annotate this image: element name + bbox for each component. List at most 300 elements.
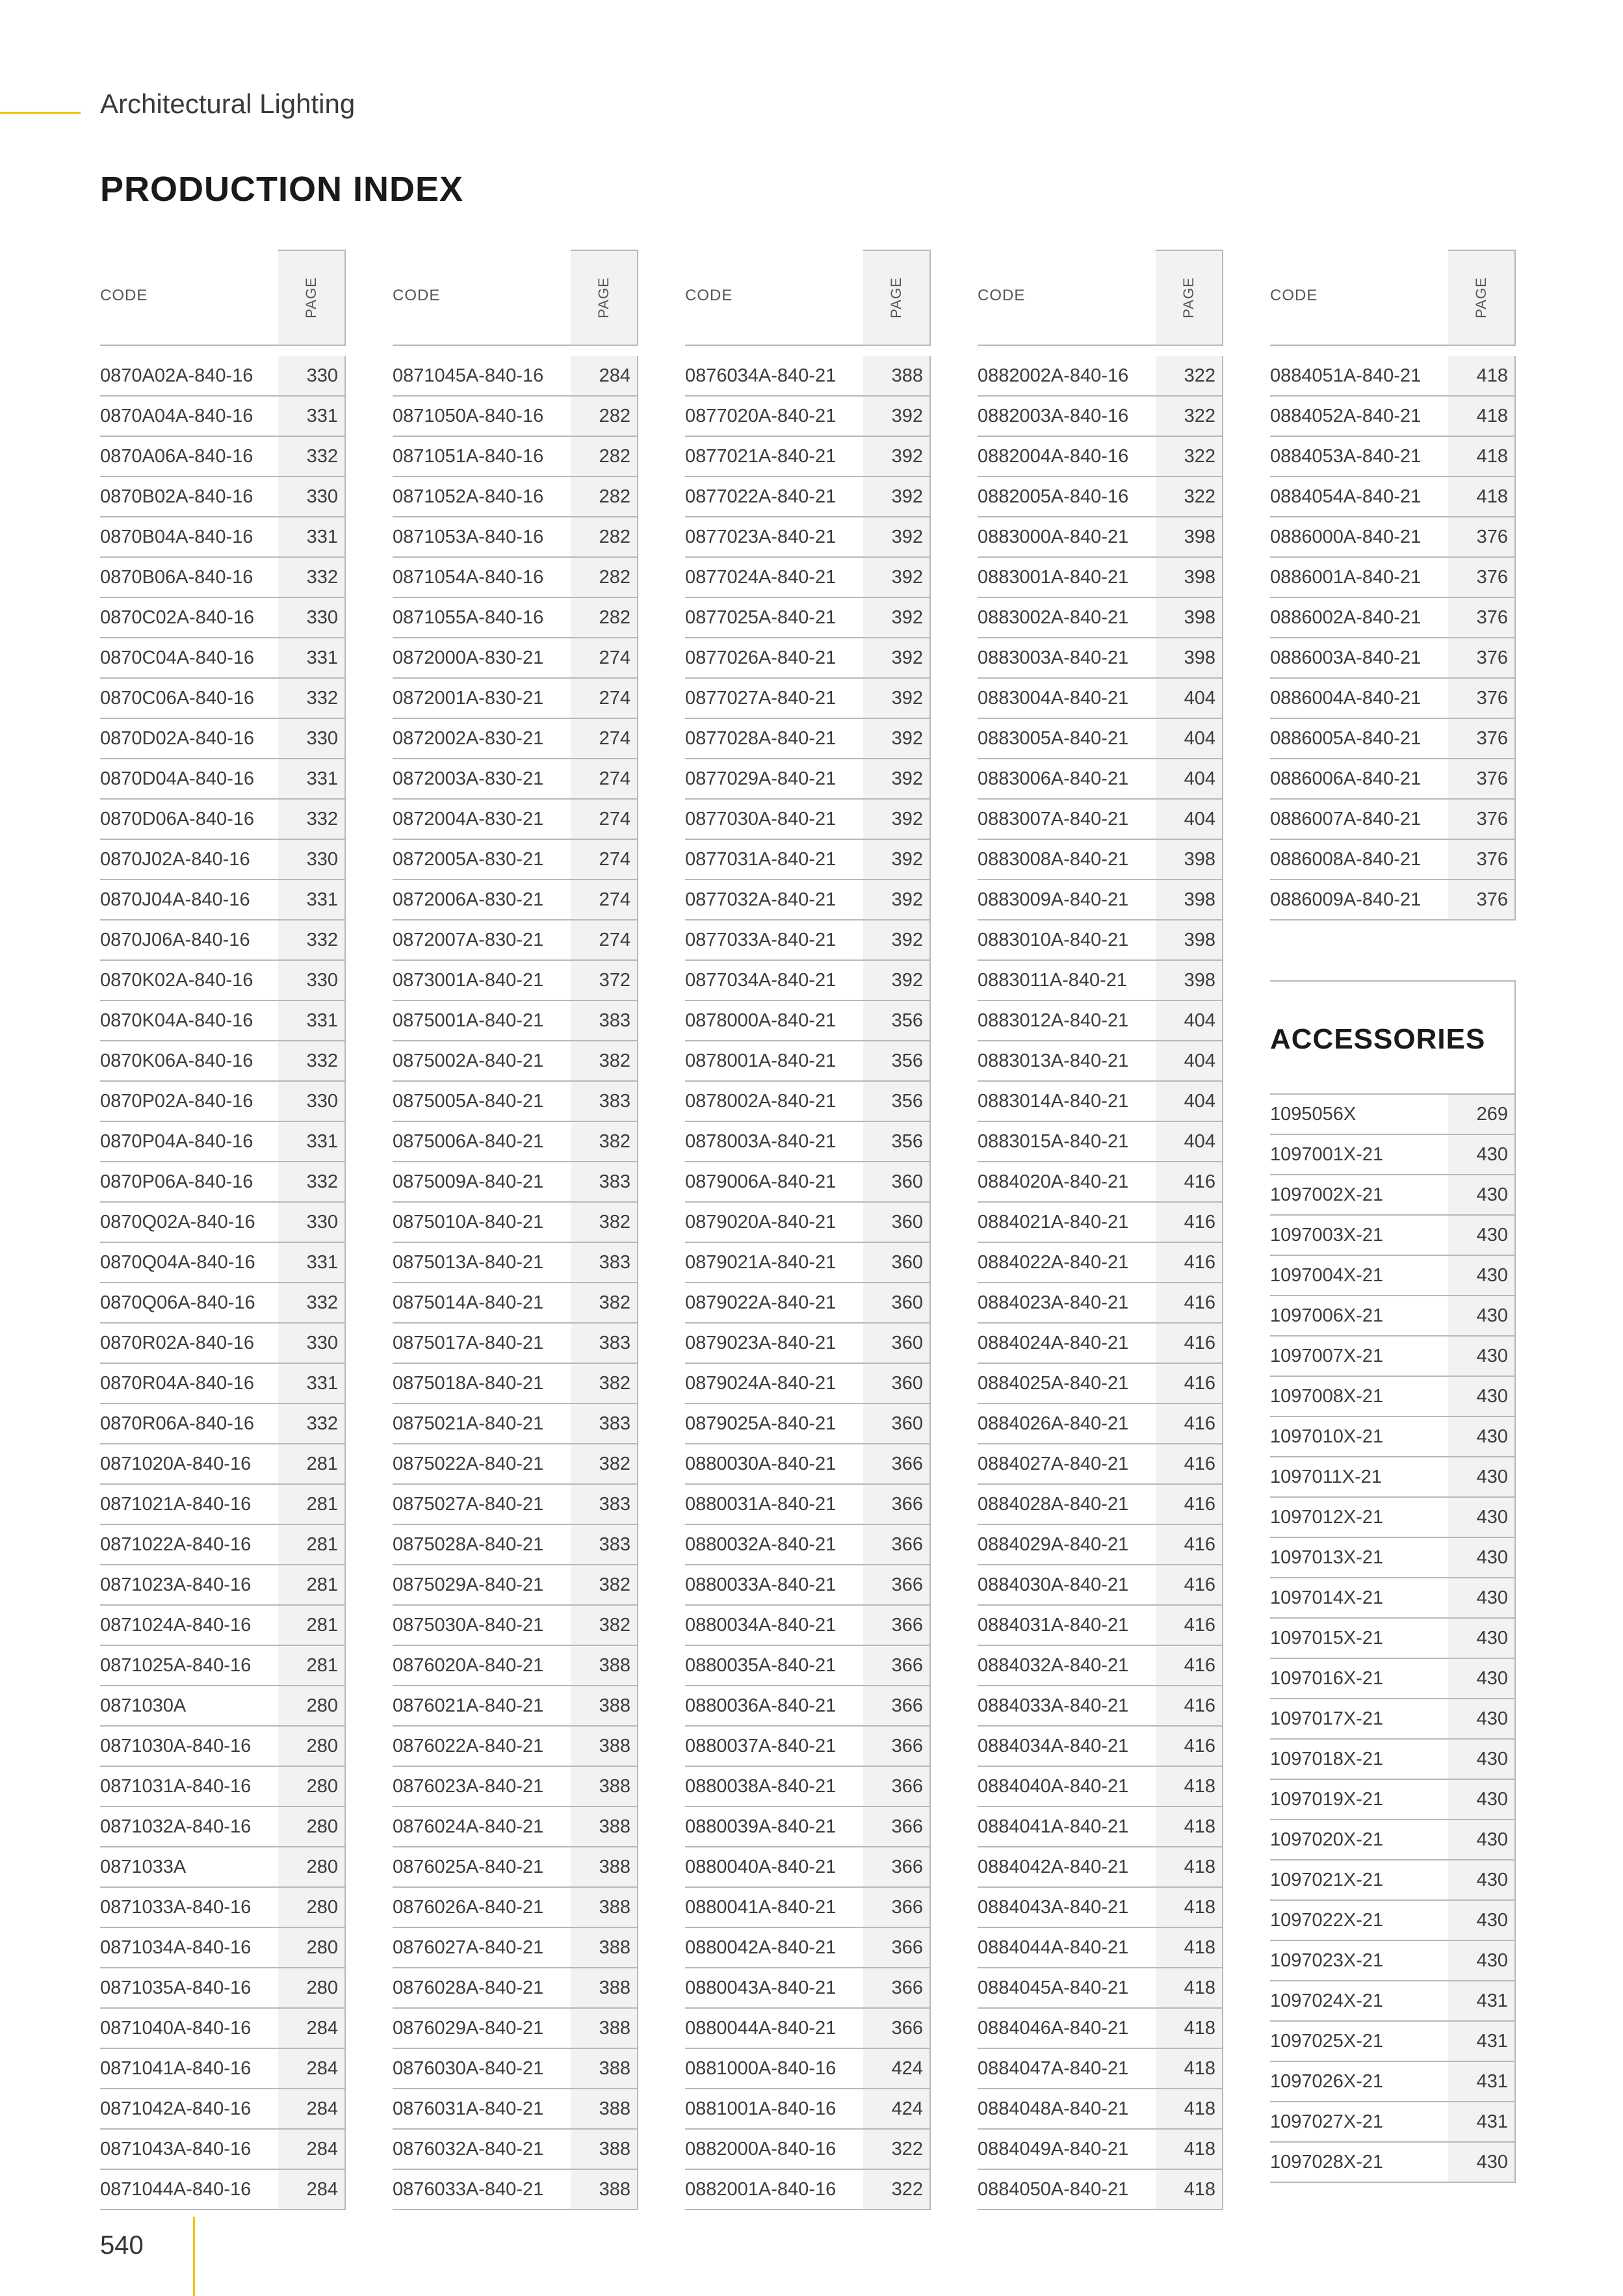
product-code: 0877020A-840-21 <box>685 406 837 426</box>
product-code: 0875017A-840-21 <box>393 1333 544 1353</box>
index-row <box>100 397 346 437</box>
index-row <box>1270 638 1516 679</box>
index-row <box>100 759 346 800</box>
product-code: 0875002A-840-21 <box>393 1050 544 1071</box>
page-ref: 360 <box>863 1243 931 1282</box>
index-row <box>393 1888 638 1928</box>
page-ref: 322 <box>863 2170 931 2209</box>
index-row <box>100 920 346 961</box>
page-ref: 284 <box>278 2130 346 2169</box>
index-row <box>685 1364 931 1404</box>
page-ref: 388 <box>571 1767 638 1806</box>
index-row <box>978 880 1223 920</box>
index-row <box>393 1001 638 1041</box>
product-code: 0879025A-840-21 <box>685 1413 837 1434</box>
index-row <box>100 1727 346 1767</box>
page-ref: 418 <box>1156 2130 1223 2169</box>
product-code: 0879024A-840-21 <box>685 1373 837 1394</box>
footer-accent-rule <box>193 2217 195 2296</box>
product-code: 0882002A-840-16 <box>978 365 1129 386</box>
page-ref: 356 <box>863 1001 931 1040</box>
product-code: 0884034A-840-21 <box>978 1736 1129 1756</box>
index-row <box>685 2009 931 2049</box>
page-ref: 376 <box>1448 638 1516 677</box>
product-code: 0879021A-840-21 <box>685 1252 837 1273</box>
index-row <box>100 2009 346 2049</box>
product-code: 0877034A-840-21 <box>685 970 837 991</box>
index-row <box>978 759 1223 800</box>
index-row <box>393 1565 638 1606</box>
index-row <box>100 1485 346 1525</box>
page-ref: 430 <box>1448 1901 1516 1940</box>
page-ref: 418 <box>1156 2089 1223 2128</box>
product-code: 0886007A-840-21 <box>1270 809 1422 829</box>
product-code: 0870A04A-840-16 <box>100 406 253 426</box>
product-code: 0871054A-840-16 <box>393 567 544 588</box>
product-code: 0875027A-840-21 <box>393 1494 544 1515</box>
page-ref: 392 <box>863 517 931 556</box>
code-header: CODE <box>1270 287 1318 304</box>
page-ref: 331 <box>278 517 346 556</box>
product-code: 0884031A-840-21 <box>978 1615 1129 1636</box>
accessories-header <box>1270 980 1516 1095</box>
index-row <box>100 517 346 558</box>
page-ref: 388 <box>571 1686 638 1725</box>
index-row <box>1270 1538 1516 1578</box>
product-code: 1097007X-21 <box>1270 1346 1384 1366</box>
page-ref: 280 <box>278 1767 346 1806</box>
page-ref: 418 <box>1156 2170 1223 2209</box>
page-ref: 382 <box>571 1041 638 1080</box>
product-code: 0884041A-840-21 <box>978 1816 1129 1837</box>
index-row <box>100 1001 346 1041</box>
page-ref: 416 <box>1156 1525 1223 1564</box>
index-row <box>393 1082 638 1122</box>
page-ref: 383 <box>571 1243 638 1282</box>
product-code: 0886001A-840-21 <box>1270 567 1422 588</box>
page-ref: 376 <box>1448 840 1516 879</box>
page-ref: 398 <box>1156 840 1223 879</box>
index-row <box>685 1847 931 1888</box>
product-code: 0883002A-840-21 <box>978 607 1129 628</box>
page-ref: 418 <box>1156 1847 1223 1886</box>
page-header: PAGE <box>595 277 612 319</box>
page-ref: 388 <box>571 1807 638 1846</box>
page-title: PRODUCTION INDEX <box>100 170 464 209</box>
product-code: 0882000A-840-16 <box>685 2139 837 2159</box>
product-code: 0871023A-840-16 <box>100 1574 252 1595</box>
page-ref: 331 <box>278 397 346 436</box>
index-row <box>393 1847 638 1888</box>
product-code: 0883004A-840-21 <box>978 688 1129 709</box>
index-row <box>100 1082 346 1122</box>
index-row <box>978 437 1223 477</box>
product-code: 0880030A-840-21 <box>685 1454 837 1474</box>
product-code: 1097021X-21 <box>1270 1870 1384 1890</box>
index-row <box>393 2089 638 2130</box>
index-row <box>100 1203 346 1243</box>
page-ref: 430 <box>1448 1377 1516 1416</box>
product-code: 1097023X-21 <box>1270 1950 1384 1971</box>
index-row <box>393 840 638 880</box>
index-row <box>978 1122 1223 1162</box>
product-code: 0871034A-840-16 <box>100 1937 252 1958</box>
product-code: 0883007A-840-21 <box>978 809 1129 829</box>
index-row <box>393 1162 638 1203</box>
page-ref: 430 <box>1448 1498 1516 1537</box>
page-ref: 332 <box>278 1283 346 1322</box>
product-code: 0872002A-830-21 <box>393 728 544 749</box>
index-row <box>1270 558 1516 598</box>
page-ref: 418 <box>1156 2049 1223 2088</box>
page-ref: 392 <box>863 638 931 677</box>
product-code: 0871051A-840-16 <box>393 446 544 467</box>
page-ref: 392 <box>863 920 931 959</box>
product-code: 0880036A-840-21 <box>685 1695 837 1716</box>
page-ref: 382 <box>571 1203 638 1242</box>
index-row <box>1270 1457 1516 1498</box>
product-code: 0873001A-840-21 <box>393 970 544 991</box>
page-ref: 416 <box>1156 1203 1223 1242</box>
product-code: 0884053A-840-21 <box>1270 446 1422 467</box>
product-code: 1097017X-21 <box>1270 1708 1384 1729</box>
product-code: 0882003A-840-16 <box>978 406 1129 426</box>
page-ref: 280 <box>278 1888 346 1927</box>
page-ref: 388 <box>571 1847 638 1886</box>
index-row <box>100 1243 346 1283</box>
page-ref: 284 <box>278 2049 346 2088</box>
page-ref: 398 <box>1156 920 1223 959</box>
product-code: 0880039A-840-21 <box>685 1816 837 1837</box>
code-header: CODE <box>978 287 1026 304</box>
index-row <box>393 356 638 397</box>
page-ref: 388 <box>571 1646 638 1685</box>
page-ref: 382 <box>571 1122 638 1161</box>
product-code: 0870J06A-840-16 <box>100 930 250 950</box>
index-row <box>978 1041 1223 1082</box>
page-ref: 330 <box>278 1203 346 1242</box>
index-row <box>978 1324 1223 1364</box>
index-row <box>685 1606 931 1646</box>
product-code: 0876028A-840-21 <box>393 1977 544 1998</box>
product-code: 0871052A-840-16 <box>393 486 544 507</box>
page-ref: 430 <box>1448 1578 1516 1617</box>
page-ref: 280 <box>278 1847 346 1886</box>
page-ref: 398 <box>1156 517 1223 556</box>
index-row <box>100 1968 346 2009</box>
product-code: 1097016X-21 <box>1270 1668 1384 1689</box>
index-row <box>1270 1337 1516 1377</box>
index-row <box>978 961 1223 1001</box>
page-ref: 392 <box>863 719 931 758</box>
product-code: 0886009A-840-21 <box>1270 889 1422 910</box>
index-row <box>393 558 638 598</box>
product-code: 0880032A-840-21 <box>685 1534 837 1555</box>
page-ref: 383 <box>571 1001 638 1040</box>
product-code: 0870B04A-840-16 <box>100 527 253 547</box>
page-ref: 274 <box>571 719 638 758</box>
page-ref: 392 <box>863 800 931 839</box>
index-row <box>685 1283 931 1324</box>
page-ref: 418 <box>1448 437 1516 476</box>
index-row <box>978 2009 1223 2049</box>
index-row <box>685 840 931 880</box>
page-ref: 424 <box>863 2089 931 2128</box>
page-ref: 366 <box>863 1888 931 1927</box>
index-row <box>978 2089 1223 2130</box>
product-code: 0881000A-840-16 <box>685 2058 837 2079</box>
page-ref: 366 <box>863 1686 931 1725</box>
product-code: 0886003A-840-21 <box>1270 647 1422 668</box>
index-row <box>100 356 346 397</box>
page-ref: 282 <box>571 598 638 637</box>
index-row <box>100 598 346 638</box>
page-ref: 360 <box>863 1203 931 1242</box>
index-row <box>393 800 638 840</box>
index-row <box>100 1646 346 1686</box>
index-row <box>685 517 931 558</box>
index-row <box>393 638 638 679</box>
product-code: 0876034A-840-21 <box>685 365 837 386</box>
product-code: 0884042A-840-21 <box>978 1857 1129 1877</box>
page-ref: 404 <box>1156 1122 1223 1161</box>
page-ref: 332 <box>278 437 346 476</box>
index-row <box>978 2049 1223 2089</box>
page-ref: 431 <box>1448 2022 1516 2061</box>
product-code: 0882005A-840-16 <box>978 486 1129 507</box>
product-code: 0876022A-840-21 <box>393 1736 544 1756</box>
index-row <box>1270 800 1516 840</box>
index-row <box>100 1324 346 1364</box>
page-ref: 430 <box>1448 1256 1516 1295</box>
index-row <box>978 840 1223 880</box>
product-code: 0877027A-840-21 <box>685 688 837 709</box>
index-row <box>978 920 1223 961</box>
index-row <box>1270 719 1516 759</box>
product-code: 1097022X-21 <box>1270 1910 1384 1931</box>
product-code: 0871030A-840-16 <box>100 1736 252 1756</box>
page-ref: 416 <box>1156 1404 1223 1443</box>
index-row <box>100 2130 346 2170</box>
product-code: 0870B02A-840-16 <box>100 486 253 507</box>
index-row <box>978 1686 1223 1727</box>
product-code: 1097028X-21 <box>1270 2152 1384 2172</box>
index-row <box>1270 1175 1516 1216</box>
index-row <box>978 1364 1223 1404</box>
index-row <box>1270 477 1516 517</box>
page-ref: 430 <box>1448 1860 1516 1899</box>
product-code: 0883000A-840-21 <box>978 527 1129 547</box>
page-ref: 382 <box>571 1565 638 1604</box>
product-code: 1097024X-21 <box>1270 1990 1384 2011</box>
index-row <box>1270 840 1516 880</box>
index-row <box>685 1686 931 1727</box>
index-column-1 <box>100 250 346 2210</box>
index-row <box>100 1807 346 1847</box>
product-code: 0884048A-840-21 <box>978 2098 1129 2119</box>
page-ref: 416 <box>1156 1324 1223 1363</box>
page-ref: 383 <box>571 1404 638 1443</box>
index-row <box>1270 1659 1516 1699</box>
index-row <box>1270 2143 1516 2183</box>
index-row <box>685 800 931 840</box>
product-code: 1097018X-21 <box>1270 1749 1384 1769</box>
index-row <box>685 2170 931 2210</box>
index-row <box>978 719 1223 759</box>
product-code: 0884040A-840-21 <box>978 1776 1129 1797</box>
page-ref: 322 <box>1156 356 1223 395</box>
product-code: 0880044A-840-21 <box>685 2018 837 2039</box>
product-code: 0871043A-840-16 <box>100 2139 252 2159</box>
index-row <box>978 1807 1223 1847</box>
index-row <box>685 961 931 1001</box>
product-code: 0882004A-840-16 <box>978 446 1129 467</box>
product-code: 0880038A-840-21 <box>685 1776 837 1797</box>
index-row <box>1270 759 1516 800</box>
product-code: 0886006A-840-21 <box>1270 768 1422 789</box>
product-code: 0872007A-830-21 <box>393 930 544 950</box>
index-row <box>978 2170 1223 2210</box>
index-row <box>100 1122 346 1162</box>
index-rows <box>393 356 638 2210</box>
index-row <box>100 840 346 880</box>
index-row <box>100 1364 346 1404</box>
page-ref: 282 <box>571 397 638 436</box>
product-code: 0872001A-830-21 <box>393 688 544 709</box>
column-header <box>978 250 1223 346</box>
page-ref: 418 <box>1448 356 1516 395</box>
product-code: 0877032A-840-21 <box>685 889 837 910</box>
index-row <box>100 477 346 517</box>
page-ref: 332 <box>278 1404 346 1443</box>
index-rows <box>1270 356 1516 920</box>
index-row <box>685 2049 931 2089</box>
index-row <box>685 2089 931 2130</box>
product-code: 1097006X-21 <box>1270 1305 1384 1326</box>
product-code: 1097020X-21 <box>1270 1829 1384 1850</box>
page-ref: 416 <box>1156 1646 1223 1685</box>
index-row <box>978 1404 1223 1444</box>
product-code: 0884030A-840-21 <box>978 1574 1129 1595</box>
page-ref: 274 <box>571 920 638 959</box>
product-code: 0876023A-840-21 <box>393 1776 544 1797</box>
index-row <box>685 1203 931 1243</box>
page-ref: 330 <box>278 961 346 1000</box>
product-code: 0870K04A-840-16 <box>100 1010 253 1031</box>
index-row <box>978 1082 1223 1122</box>
page-number: 540 <box>100 2231 144 2260</box>
product-code: 0883010A-840-21 <box>978 930 1129 950</box>
product-code: 0870A02A-840-16 <box>100 365 253 386</box>
page-ref: 376 <box>1448 598 1516 637</box>
page-ref: 269 <box>1448 1095 1516 1134</box>
page-header: PAGE <box>303 277 319 319</box>
index-row <box>978 638 1223 679</box>
product-code: 0876026A-840-21 <box>393 1897 544 1918</box>
index-row <box>1270 1578 1516 1619</box>
page-header: PAGE <box>888 277 904 319</box>
product-code: 0876031A-840-21 <box>393 2098 544 2119</box>
index-row <box>1270 1417 1516 1457</box>
product-code: 0883006A-840-21 <box>978 768 1129 789</box>
page-ref: 404 <box>1156 759 1223 798</box>
product-code: 0877031A-840-21 <box>685 849 837 870</box>
product-code: 0876027A-840-21 <box>393 1937 544 1958</box>
page-ref: 416 <box>1156 1243 1223 1282</box>
index-row <box>1270 1135 1516 1175</box>
index-row <box>685 1082 931 1122</box>
page-ref: 388 <box>863 356 931 395</box>
page-ref: 418 <box>1156 1928 1223 1967</box>
page-ref: 274 <box>571 679 638 718</box>
accessories-header-rule <box>1514 982 1516 1095</box>
page-ref: 383 <box>571 1525 638 1564</box>
product-code: 1097010X-21 <box>1270 1426 1384 1447</box>
product-code: 0877033A-840-21 <box>685 930 837 950</box>
page-ref: 392 <box>863 598 931 637</box>
index-row <box>685 1767 931 1807</box>
index-row <box>393 2009 638 2049</box>
product-code: 0883005A-840-21 <box>978 728 1129 749</box>
accessories-rows <box>1270 1095 1516 2183</box>
page-ref: 398 <box>1156 558 1223 597</box>
product-code: 0880031A-840-21 <box>685 1494 837 1515</box>
product-code: 0872005A-830-21 <box>393 849 544 870</box>
index-row <box>1270 598 1516 638</box>
product-code: 0884024A-840-21 <box>978 1333 1129 1353</box>
product-code: 0884020A-840-21 <box>978 1171 1129 1192</box>
product-code: 0883011A-840-21 <box>978 970 1128 991</box>
index-row <box>100 1444 346 1485</box>
page-ref: 416 <box>1156 1444 1223 1483</box>
index-row <box>1270 880 1516 920</box>
page-ref: 332 <box>278 800 346 839</box>
page-ref: 416 <box>1156 1606 1223 1645</box>
index-row <box>1270 1941 1516 1981</box>
product-code: 0875010A-840-21 <box>393 1212 544 1233</box>
index-row <box>685 1162 931 1203</box>
page-ref: 330 <box>278 1324 346 1363</box>
page-ref: 330 <box>278 1082 346 1121</box>
page-ref: 424 <box>863 2049 931 2088</box>
page-ref: 274 <box>571 800 638 839</box>
index-row <box>100 558 346 598</box>
product-code: 0871021A-840-16 <box>100 1494 252 1515</box>
page-ref: 430 <box>1448 1337 1516 1376</box>
index-row <box>393 1364 638 1404</box>
product-code: 0870D04A-840-16 <box>100 768 255 789</box>
page-ref: 274 <box>571 759 638 798</box>
index-row <box>685 679 931 719</box>
index-row <box>393 1324 638 1364</box>
page-ref: 366 <box>863 1767 931 1806</box>
page-ref: 418 <box>1156 1968 1223 2007</box>
index-row <box>685 1444 931 1485</box>
index-row <box>393 759 638 800</box>
product-code: 0884022A-840-21 <box>978 1252 1129 1273</box>
page-ref: 383 <box>571 1082 638 1121</box>
page-ref: 332 <box>278 679 346 718</box>
index-row <box>100 961 346 1001</box>
page-ref: 331 <box>278 1243 346 1282</box>
page-ref: 280 <box>278 1807 346 1846</box>
index-row <box>1270 356 1516 397</box>
index-row <box>393 477 638 517</box>
page-ref: 356 <box>863 1122 931 1161</box>
page-header: PAGE <box>1473 277 1489 319</box>
page-ref: 366 <box>863 1444 931 1483</box>
page-ref: 388 <box>571 1888 638 1927</box>
